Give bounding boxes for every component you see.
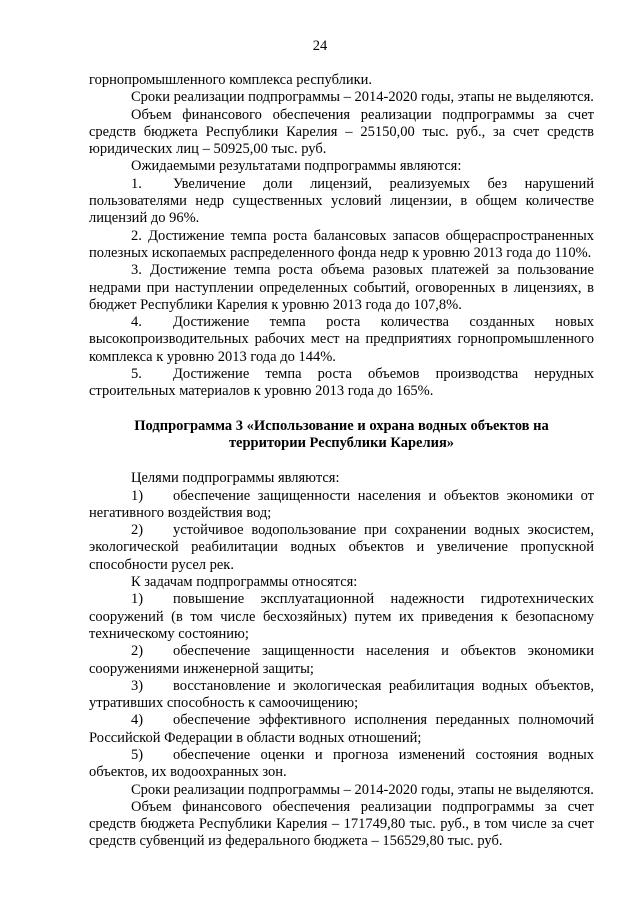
list-number: 4): [131, 712, 144, 729]
sub2-result-item: [89, 176, 594, 228]
list-number: 3): [131, 677, 144, 694]
list-text: обеспечение защищенности населения и объектов экономики от негативного воздействия вод;: [89, 487, 594, 521]
list-number: 2): [131, 643, 144, 660]
sub3-tasks-intro: К задачам подпрограммы относятся:: [131, 574, 358, 591]
sub3-funding: Объем финансового обеспечения реализации подпрограммы за счет средств бюджета Республики Карелия – 171749,80 тыс. руб., в том числе за счет средств субвенций из федерального бюджета – 156529,80 тыс. руб.: [89, 798, 594, 850]
list-text: Достижение темпа роста объема разовых платежей за пользование недрами при наступлении определенных событий, оговоренных в лицензиях, в бюджет Республики Карелия к уровню 2013 года до 107,8%.: [89, 262, 594, 313]
sub2-results-intro: Ожидаемыми результатами подпрограммы являются:: [131, 158, 462, 175]
list-text: Увеличение доли лицензий, реализуемых без нарушений пользователями недр существенных условий лицензии, в общем количестве лицензий до 96%.: [89, 175, 594, 227]
sub3-goal-item: [89, 522, 594, 574]
document-body: [89, 72, 594, 851]
list-number: 3.: [131, 262, 142, 279]
sub3-heading: Подпрограмма 3 «Использование и охрана водных объектов на территории Республики Карелия»: [134, 417, 549, 451]
sub2-result-item: [89, 228, 594, 263]
list-text: Достижение темпа роста объемов производства нерудных строительных материалов к уровню 2013 года до 165%.: [89, 366, 594, 400]
list-text: повышение эксплуатационной надежности гидротехнических сооружений (в том числе бесхозяйных) путем их приведения к безопасному техническому состоянию;: [89, 591, 594, 642]
list-text: устойчивое водопользование при сохранении водных экосистем, экологической реабилитации водных объектов и увеличение пропускной способности русел рек.: [89, 522, 594, 573]
list-text: обеспечение оценки и прогноза изменений состояния водных объектов, их водоохранных зон.: [89, 746, 594, 781]
list-number: 5.: [131, 366, 142, 383]
page-number: 24: [312, 38, 328, 54]
sub2-funding: Объем финансового обеспечения реализации подпрограммы за счет средств бюджета Республики Карелия – 25150,00 тыс. руб., за счет средств юридических лиц – 50925,00 тыс. руб.: [89, 106, 594, 158]
sub3-task-item: [89, 747, 594, 782]
sub3-task-item: [89, 643, 594, 678]
list-text: обеспечение защищенности населения и объектов экономики сооружениями инженерной защиты;: [89, 643, 594, 677]
sub3-task-item: [89, 678, 594, 713]
list-number: 1): [131, 487, 144, 504]
list-text: восстановление и экологическая реабилитация водных объектов, утративших способность к самоочищению;: [89, 677, 594, 712]
list-number: 2): [131, 522, 144, 539]
list-number: 5): [131, 746, 144, 763]
list-number: 1): [131, 591, 144, 608]
list-text: Достижение темпа роста количества созданных новых высокопроизводительных рабочих мест на предприятиях горнопромышленного комплекса к уровню 2013 года до 144%.: [89, 314, 594, 365]
list-number: 2.: [131, 227, 142, 244]
sub3-goals-intro: Целями подпрограммы являются:: [131, 470, 340, 487]
list-text: обеспечение эффективного исполнения переданных полномочий Российской Федерации в области водных отношений;: [89, 712, 594, 746]
sub2-result-item: [89, 366, 594, 401]
sub2-timeline: Сроки реализации подпрограммы – 2014-2020 годы, этапы не выделяются.: [131, 89, 594, 106]
sub3-task-item: [89, 591, 594, 643]
sub3-timeline: Сроки реализации подпрограммы – 2014-2020 годы, этапы не выделяются.: [131, 781, 594, 798]
list-number: 1.: [131, 175, 142, 192]
sub2-result-item: [89, 262, 594, 314]
sub2-result-item: [89, 314, 594, 366]
intro-continuation: горнопромышленного комплекса республики.: [89, 72, 373, 88]
list-number: 4.: [131, 314, 142, 331]
list-text: Достижение темпа роста балансовых запасов общераспространенных полезных ископаемых распределенного фонда недр к уровню 2013 года до 110%.: [89, 227, 594, 261]
sub3-task-item: [89, 712, 594, 747]
sub3-goal-item: [89, 488, 594, 523]
